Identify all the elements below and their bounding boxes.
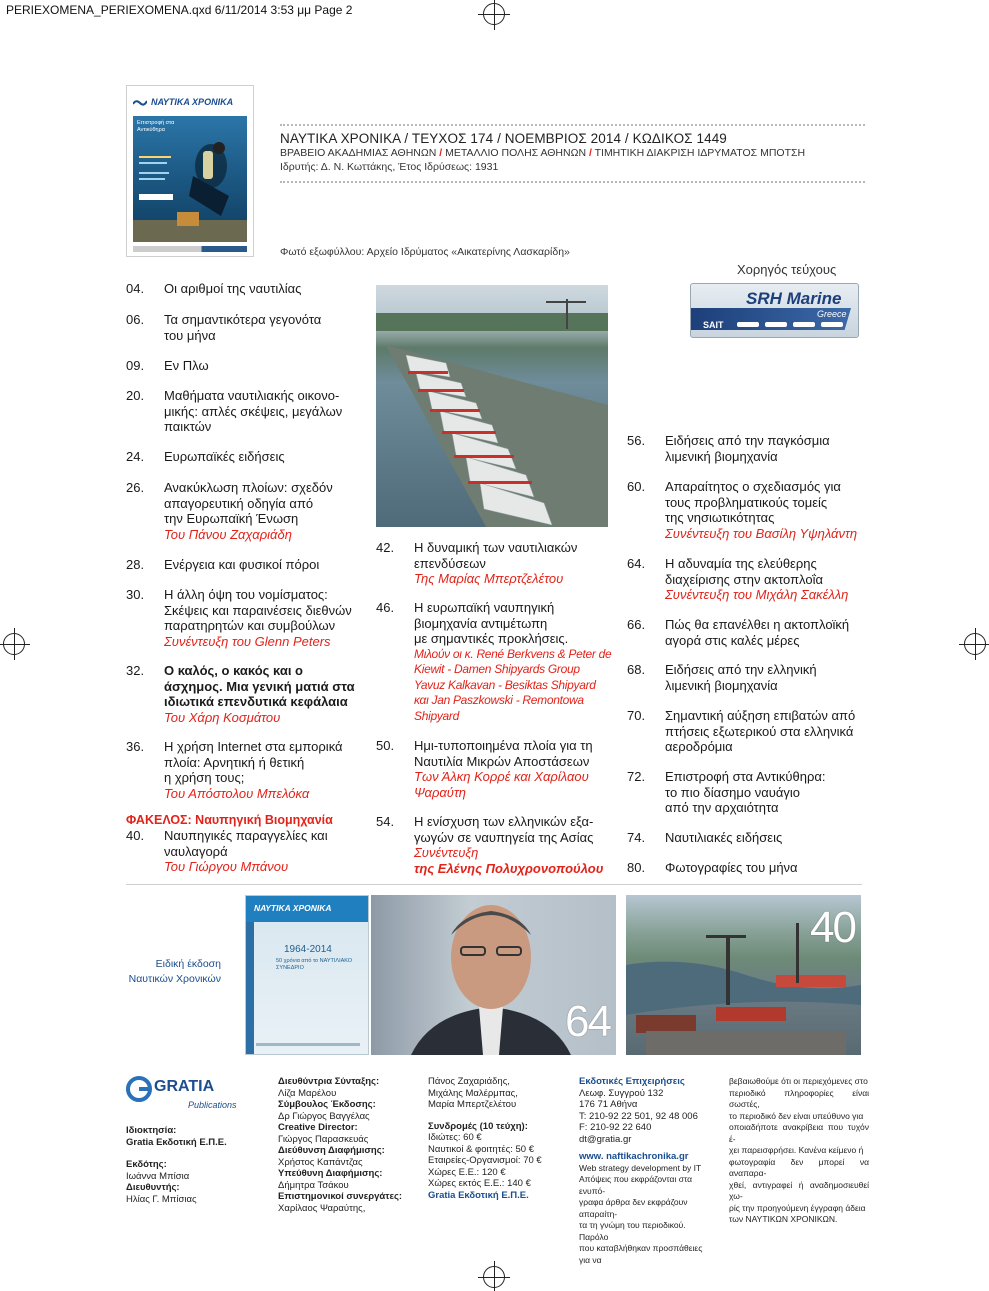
toc-title: διαχείρισης στην ακτοπλοΐα: [665, 571, 823, 587]
publisher-value: Ιωάννα Μπίσια: [126, 1170, 190, 1182]
toc-title: ιδιωτικά επενδυτικά κεφάλαια: [164, 694, 348, 709]
imprint-disclaimer: [729, 1076, 869, 1226]
award-1: ΒΡΑΒΕΙΟ ΑΚΑΔΗΜΙΑΣ ΑΘΗΝΩΝ: [280, 147, 437, 159]
imprint-ownership: [126, 1125, 266, 1205]
disclaimer-line: που καταβλήθηκαν προσπάθειες για να: [579, 1243, 703, 1265]
toc-page-number: 54.: [376, 814, 395, 829]
staff-name: Λίζα Μαρέλου: [278, 1087, 337, 1099]
toc-page-number: 68.: [627, 662, 646, 677]
toc-title: Η ενίσχυση των ελληνικών εξα-: [414, 814, 594, 829]
toc-author: Του Απόστολου Μπελόκα: [164, 785, 310, 801]
wave-logo-icon: [133, 97, 147, 107]
disclaimer-line: Απόψεις που εκφράζονται στα ενυπό-: [579, 1174, 693, 1196]
special-cover-brand: ΝΑΥΤΙΚΑ ΧΡΟΝΙΚΑ: [254, 903, 332, 913]
special-edition-cover[interactable]: [245, 895, 369, 1055]
director-label: Διευθυντής:: [126, 1182, 180, 1193]
toc-item-40[interactable]: [126, 828, 328, 875]
toc-author: Συνέντευξη του Μιχάλη Σακέλλη: [665, 587, 849, 602]
toc-title: Ημι-τυποποιημένα πλοία για τη: [414, 738, 593, 753]
publisher-logo-name: GRATIA: [154, 1078, 215, 1095]
toc-item-60[interactable]: [627, 479, 857, 541]
toc-item-46[interactable]: [376, 600, 611, 724]
disclaimer-line: περιοδικό πληροφορίες είναι σωστές,: [729, 1087, 869, 1109]
toc-item-74[interactable]: [627, 830, 782, 846]
award-separator: /: [588, 147, 592, 159]
toc-title: Η ευρωπαϊκή ναυπηγική: [414, 600, 555, 615]
publisher-logo: [126, 1076, 236, 1112]
print-slug: PERIEXOMENA_PERIEXOMENA.qxd 6/11/2014 3:53 μμ Page 2: [6, 3, 353, 17]
cover-brand: ΝΑΥΤΙΚΑ ΧΡΟΝΙΚΑ: [151, 97, 234, 107]
cover-photo-caption: Φωτό εξωφύλλου: Αρχείο Ιδρύματος «Αικατερίνης Λασκαρίδη»: [280, 246, 570, 258]
toc-item-64[interactable]: [627, 556, 848, 603]
disclaimer-line: το περιοδικό δεν είναι υπεύθυνο για: [729, 1110, 864, 1121]
publisher-logo-sub: Publications: [188, 1100, 237, 1110]
toc-title: Η αδυναμία της ελεύθερης: [665, 556, 817, 571]
imprint-contact: [579, 1076, 714, 1266]
toc-title: το πιο δίασημο ναυάγιο: [665, 784, 800, 800]
toc-page-number: 40.: [126, 828, 145, 843]
special-edition-line: Ναυτικών Χρονικών: [128, 973, 221, 985]
toc-item-36[interactable]: [126, 739, 343, 801]
toc-title: Μαθήματα ναυτιλιακής οικονο-: [164, 388, 340, 403]
staff-name: Γιώργος Παρασκευάς: [278, 1133, 369, 1145]
toc-title: απαγορευτική οδηγία από: [164, 495, 314, 511]
toc-author: Της Μαρίας Μπερτζελέτου: [414, 571, 564, 586]
founder-line: Ιδρυτής: Δ. Ν. Κωττάκης, Έτος Ιδρύσεως: 1931: [280, 161, 499, 173]
toc-title: Εν Πλω: [164, 358, 209, 373]
sponsor-logo-mark: SAIT: [703, 320, 724, 330]
portrait-page-number: 64: [565, 997, 610, 1046]
sponsor-logo-sub: Greece: [817, 309, 847, 319]
ships-illustration: [376, 285, 608, 527]
toc-title: Σημαντική αύξηση επιβατών από: [665, 708, 856, 723]
toc-title: Ενέργεια και φυσικοί πόροι: [164, 557, 320, 572]
toc-page-number: 20.: [126, 388, 145, 403]
toc-item-28[interactable]: [126, 557, 319, 573]
toc-page-number: 64.: [627, 556, 646, 571]
toc-title: λιμενική βιομηχανία: [665, 677, 778, 693]
disclaimer-line: των ΝΑΥΤΙΚΩΝ ΧΡΟΝΙΚΩΝ.: [729, 1214, 838, 1224]
sponsor-logo-dots: [737, 322, 843, 327]
disclaimer-line: φωτογραφία δεν μπορεί να αναπαρα-: [729, 1156, 869, 1178]
toc-item-26[interactable]: [126, 480, 333, 542]
cover-photo: [133, 116, 247, 242]
toc-item-06[interactable]: [126, 312, 321, 343]
publisher-label: Εκδότης:: [126, 1159, 167, 1170]
toc-page-number: 36.: [126, 739, 145, 754]
awards-line: [280, 147, 805, 159]
staff-role: Διεύθυνση Διαφήμισης:: [278, 1145, 385, 1156]
toc-author: Του Γιώργου Μπάνου: [164, 859, 289, 874]
registration-mark-bottom: [483, 1266, 505, 1288]
toc-page-number: 30.: [126, 587, 145, 602]
toc-title: Οι αριθμοί της ναυτιλίας: [164, 281, 302, 296]
disclaimer-line: χθεί, αντιγραφεί ή αναδημοσιευθεί χω-: [729, 1179, 869, 1201]
toc-page-number: 80.: [627, 860, 646, 875]
toc-title: πτήσεις εξωτερικού στα ελληνικά: [665, 723, 854, 739]
owner-label: Ιδιοκτησία:: [126, 1125, 177, 1136]
toc-title: Ανακύκλωση πλοίων: σχεδόν: [164, 480, 333, 495]
contact-line: 176 71 Αθήνα: [579, 1099, 638, 1110]
sponsor-logo-text: SRH Marine: [746, 289, 842, 308]
toc-page-number: 26.: [126, 480, 145, 495]
toc-page-number: 28.: [126, 557, 145, 572]
toc-title: Ειδήσεις από την παγκόσμια: [665, 433, 830, 448]
toc-author: Ψαραύτη: [414, 784, 467, 800]
cover-footer-strip: [133, 246, 247, 252]
toc-title: Η δυναμική των ναυτιλιακών: [414, 540, 578, 555]
toc-item-72[interactable]: [627, 769, 826, 816]
toc-author: Του Χάρη Κοσμάτου: [164, 709, 281, 725]
toc-title: Η χρήση Internet στα εμπορικά: [164, 739, 343, 754]
registration-mark-top: [483, 3, 505, 25]
toc-page-number: 74.: [627, 830, 646, 845]
toc-title: αεροδρόμια: [665, 739, 733, 754]
toc-page-number: 66.: [627, 617, 646, 632]
special-cover-sub: 50 χρόνια από το ΝΑΥΤΙΛΙΑΚΟ ΣΥΝΕΔΡΙΟ: [276, 958, 353, 971]
toc-item-42[interactable]: [376, 540, 577, 587]
cover-header: [133, 92, 247, 112]
toc-page-number: 42.: [376, 540, 395, 555]
toc-title: παικτών: [164, 419, 212, 434]
toc-title: Ναυτιλιακές ειδήσεις: [665, 830, 783, 845]
toc-item-30[interactable]: [126, 587, 352, 649]
toc-item-50[interactable]: [376, 738, 593, 800]
staff-name: Δήμητρα Τσάκου: [278, 1179, 349, 1191]
toc-page-number: 70.: [627, 708, 646, 723]
toc-page-number: 72.: [627, 769, 646, 784]
toc-title: Φωτογραφίες του μήνα: [665, 860, 798, 875]
toc-title: Τα σημαντικότερα γεγονότα: [164, 312, 322, 327]
toc-item-24[interactable]: [126, 449, 285, 465]
section-divider: [126, 884, 862, 885]
dotted-rule-top: [280, 124, 865, 126]
contact-label: Εκδοτικές Επιχειρήσεις: [579, 1076, 685, 1087]
contact-line: Λεωφ. Συγγρού 132: [579, 1087, 664, 1099]
staff-role: Creative Director:: [278, 1122, 358, 1133]
special-cover-years: 1964-2014: [284, 944, 332, 955]
toc-author: Συνέντευξη: [414, 845, 479, 860]
toc-item-66[interactable]: [627, 617, 849, 648]
toc-title: ναυλαγορά: [164, 843, 228, 859]
sponsor-label: Χορηγός τεύχους: [737, 262, 837, 277]
toc-item-56[interactable]: [627, 433, 830, 464]
toc-title: μικής: απλές σκέψεις, μεγάλων: [164, 403, 343, 419]
toc-title: γωγών σε ναυπηγεία της Ασίας: [414, 829, 594, 845]
toc-title: αγορά στις καλές μέρες: [665, 632, 800, 648]
toc-author: της Ελένης Πολυχρονοπούλου: [414, 860, 604, 876]
magazine-issue-title: ΝΑΥΤΙΚΑ ΧΡΟΝΙΚΑ / ΤΕΥΧΟΣ 174 / ΝΟΕΜΒΡΙΟΣ 2014 / ΚΩΔΙΚΟΣ 1449: [280, 131, 727, 146]
award-2: ΜΕΤΑΛΛΙΟ ΠΟΛΗΣ ΑΘΗΝΩΝ: [445, 147, 587, 159]
subscriptions-label: Συνδρομές (10 τεύχη):: [428, 1120, 528, 1132]
toc-author: Yavuz Kalkavan - Besiktas Shipyard: [414, 677, 596, 692]
special-edition-line: Ειδική έκδοση: [155, 958, 221, 970]
toc-title: τους προβληματικούς τομείς: [665, 494, 828, 510]
toc-title: βιομηχανία αντιμέτωπη: [414, 615, 548, 631]
subscription-price: Ναυτικοί & φοιτητές: 50 €: [428, 1143, 534, 1155]
disclaimer-line: οποιαδήποτε ανακρίβεια που τυχόν έ-: [729, 1122, 869, 1144]
folder-section-label: ΦΑΚΕΛΟΣ: Ναυπηγική Βιομηχανία: [126, 813, 333, 827]
toc-page-number: 24.: [126, 449, 145, 464]
toc-title: Απαραίτητος ο σχεδιασμός για: [665, 479, 841, 494]
disclaimer-line: τα τη γνώμη του περιοδικού. Παρόλο: [579, 1220, 686, 1242]
toc-item-80[interactable]: [627, 860, 798, 876]
toc-author: Συνέντευξη του Glenn Peters: [164, 633, 331, 649]
toc-page-number: 50.: [376, 738, 395, 753]
toc-title: την Ευρωπαϊκή Ένωση: [164, 511, 299, 526]
contact-phone: T: 210-92 22 501, 92 48 006: [579, 1110, 698, 1122]
award-separator: /: [439, 147, 443, 159]
registration-mark-left: [3, 633, 25, 655]
toc-title: του μήνα: [164, 327, 216, 343]
cover-headline: Επιστροφή στα Αντικύθηρα: [137, 120, 175, 133]
director-value: Ηλίας Γ. Μπίσιας: [126, 1193, 197, 1205]
toc-page-number: 46.: [376, 600, 395, 615]
toc-title: Πώς θα επανέλθει η ακτοπλοϊκή: [665, 617, 850, 632]
subscription-price: Χώρες Ε.Ε.: 120 €: [428, 1166, 506, 1178]
subscription-price: Χώρες εκτός Ε.Ε.: 140 €: [428, 1178, 531, 1189]
toc-page-number: 09.: [126, 358, 145, 373]
toc-title: Σκέψεις και παραινέσεις διεθνών: [164, 602, 352, 618]
toc-title: της νησιωτικότητας: [665, 510, 775, 525]
toc-title: παρατηρητών και συμβούλων: [164, 618, 336, 633]
toc-page-number: 56.: [627, 433, 646, 448]
toc-page-number: 60.: [627, 479, 646, 494]
toc-page-number: 32.: [126, 663, 145, 678]
staff-name: Χαρίλαος Ψαραύτης,: [278, 1202, 366, 1214]
dotted-rule-bottom: [280, 181, 865, 183]
special-cover-footer: [256, 1043, 360, 1046]
gratia-g-icon: [126, 1076, 152, 1102]
toc-item-68[interactable]: [627, 662, 817, 693]
contact-fax: F: 210-92 22 640: [579, 1122, 652, 1133]
toc-item-32[interactable]: [126, 663, 355, 725]
special-edition-label: [126, 957, 221, 987]
toc-title: η χρήση τους;: [164, 770, 245, 785]
staff-role: Σύμβουλος Έκδοσης:: [278, 1099, 376, 1110]
toc-title: από την αρχαιότητα: [665, 800, 779, 815]
registration-mark-right: [964, 633, 986, 655]
subscriptions-company: Gratia Εκδοτική Ε.Π.Ε.: [428, 1189, 529, 1201]
toc-author: Των Άλκη Κορρέ και Χαρίλαου: [414, 769, 589, 784]
staff-name: Δρ Γιώργος Βαγγέλας: [278, 1110, 370, 1122]
disclaimer-line: ρίς την προηγούμενη έγγραφη άδεια: [729, 1202, 866, 1213]
staff-role: Υπεύθυνη Διαφήμισης:: [278, 1168, 383, 1179]
staff-role: Διευθύντρια Σύνταξης:: [278, 1076, 380, 1087]
special-cover-spine: [246, 922, 254, 1055]
ships-moored-photo: [376, 285, 608, 527]
toc-title: Επιστροφή στα Αντικύθηρα:: [665, 769, 826, 784]
toc-author: και Jan Paszkowski - Remontowa: [414, 693, 584, 707]
toc-page-number: 04.: [126, 281, 145, 296]
toc-author: Του Πάνου Ζαχαριάδη: [164, 526, 292, 542]
disclaimer-line: χει παρεισφρήσει. Κανένα κείμενο ή: [729, 1145, 864, 1155]
imprint-staff: [278, 1076, 413, 1214]
contributor-name: Μαρία Μπερτζελέτου: [428, 1099, 517, 1110]
subscription-price: Ιδιώτες: 60 €: [428, 1132, 482, 1143]
toc-title: άσχημος. Μια γενική ματιά στα: [164, 678, 355, 694]
website-link[interactable]: www. naftikachronika.gr: [579, 1151, 689, 1162]
toc-page-number: 06.: [126, 312, 145, 327]
staff-name: Χρήστος Καπάντζας: [278, 1156, 363, 1168]
toc-title: λιμενική βιομηχανία: [665, 448, 778, 464]
award-3: ΤΙΜΗΤΙΚΗ ΔΙΑΚΡΙΣΗ ΙΔΡΥΜΑΤΟΣ ΜΠΟΤΣΗ: [594, 147, 806, 159]
shipyard-page-number: 40: [810, 903, 855, 952]
portrait-photo[interactable]: [371, 895, 616, 1055]
diver-illustration: [133, 116, 247, 242]
contributor-name: Πάνος Ζαχαριάδης,: [428, 1076, 510, 1087]
toc-item-20[interactable]: [126, 388, 342, 435]
toc-item-70[interactable]: [627, 708, 855, 755]
toc-title: Ναυπηγικές παραγγελίες και: [164, 828, 328, 843]
toc-title: Η άλλη όψη του νομίσματος:: [164, 587, 328, 602]
imprint-subscriptions: [428, 1076, 568, 1201]
contact-email[interactable]: dt@gratia.gr: [579, 1133, 632, 1145]
toc-title: Ναυτιλία Μικρών Αποστάσεων: [414, 753, 590, 769]
sponsor-logo: [690, 283, 859, 338]
disclaimer-line: βεβαιωθούμε ότι οι περιεχόμενες στο: [729, 1076, 868, 1086]
toc-title: Ο καλός, ο κακός και ο: [164, 663, 303, 678]
magazine-cover: [126, 85, 254, 257]
owner-value: Gratia Εκδοτική Ε.Π.Ε.: [126, 1136, 227, 1148]
contributor-name: Μιχάλης Μαλέρμπας,: [428, 1087, 518, 1099]
toc-title: με σημαντικές προκλήσεις.: [414, 631, 569, 646]
disclaimer-line: Web strategy development by IT: [579, 1162, 702, 1173]
toc-author: Μιλούν οι κ. René Berkvens & Peter de: [414, 646, 612, 661]
subscription-price: Εταιρείες-Οργανισμοί: 70 €: [428, 1155, 542, 1166]
toc-title: επενδύσεων: [414, 555, 486, 571]
toc-item-09[interactable]: [126, 358, 209, 374]
toc-title: πλοία: Αρνητική ή θετική: [164, 754, 305, 770]
toc-author: Συνέντευξη του Βασίλη Υψηλάντη: [665, 525, 858, 541]
toc-item-04[interactable]: [126, 281, 301, 297]
toc-title: Ευρωπαϊκές ειδήσεις: [164, 449, 285, 464]
toc-author: Shipyard: [414, 708, 459, 723]
shipyard-photo[interactable]: [626, 895, 861, 1055]
staff-role: Επιστημονικοί συνεργάτες:: [278, 1191, 403, 1202]
disclaimer-line: γραφα άρθρα δεν εκφράζουν απαραίτη-: [579, 1197, 688, 1219]
toc-item-54[interactable]: [376, 814, 603, 876]
toc-author: Kiewit - Damen Shipyards Group: [414, 662, 580, 676]
toc-title: Ειδήσεις από την ελληνική: [665, 662, 817, 677]
